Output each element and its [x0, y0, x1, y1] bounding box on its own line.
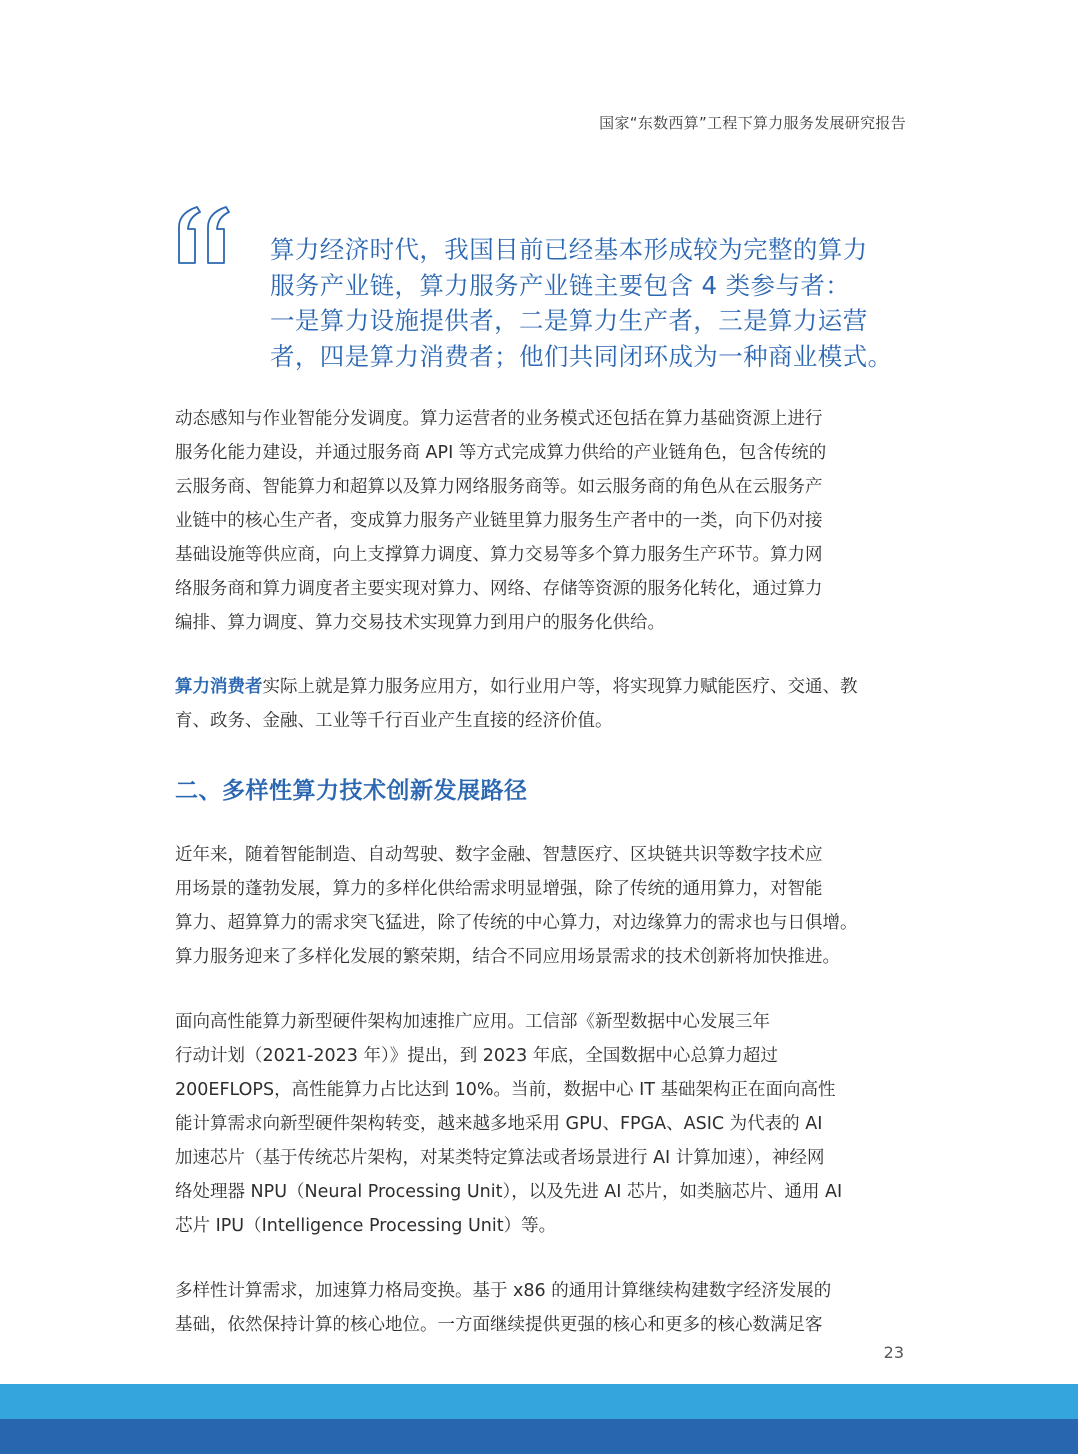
text-line: 络服务商和算力调度者主要实现对算力、网络、存储等资源的服务化转化，通过算力 [175, 579, 823, 599]
text-line: 加速芯片（基于传统芯片架构，对某类特定算法或者场景进行 AI 计算加速），神经网 [175, 1148, 825, 1168]
paragraph-hardware [175, 1005, 907, 1243]
text-line: 近年来，随着智能制造、自动驾驶、数字金融、智慧医疗、区块链共识等数字技术应 [175, 845, 823, 865]
text-line: 芯片 IPU（Intelligence Processing Unit）等。 [175, 1216, 557, 1236]
text-line: 基础设施等供应商，向上支撑算力调度、算力交易等多个算力服务生产环节。算力网 [175, 545, 823, 565]
text-line: 业链中的核心生产者，变成算力服务产业链里算力服务生产者中的一类，向下仍对接 [175, 511, 823, 531]
paragraph-diversity [175, 838, 907, 974]
text-line: 基础，依然保持计算的核心地位。一方面继续提供更强的核心和更多的核心数满足客 [175, 1315, 823, 1335]
text-line: 算力、超算算力的需求突飞猛进，除了传统的中心算力，对边缘算力的需求也与日俱增。 [175, 913, 858, 933]
footer-band-dark [0, 1419, 1078, 1454]
page-number: 23 [883, 1343, 904, 1362]
text-line: 动态感知与作业智能分发调度。算力运营者的业务模式还包括在算力基础资源上进行 [175, 409, 823, 429]
text-line: 行动计划（2021-2023 年）》提出，到 2023 年底，全国数据中心总算力超过 [175, 1046, 778, 1066]
text-line: 多样性计算需求，加速算力格局变换。基于 x86 的通用计算继续构建数字经济发展的 [175, 1281, 832, 1301]
text-line: 200EFLOPS，高性能算力占比达到 10%。当前，数据中心 IT 基础架构正在面向高性 [175, 1080, 836, 1100]
section-heading: 二、多样性算力技术创新发展路径 [175, 778, 528, 804]
report-header-title: 国家“东数西算”工程下算力服务发展研究报告 [599, 114, 906, 132]
paragraph-x86 [175, 1274, 907, 1342]
text-line: 络处理器 NPU（Neural Processing Unit），以及先进 AI 芯片，如类脑芯片、通用 AI [175, 1182, 843, 1202]
text-line [175, 670, 907, 704]
pull-quote-line: 服务产业链，算力服务产业链主要包含 4 类参与者： [270, 270, 851, 300]
quote-open-icon [175, 205, 235, 267]
paragraph-operators [175, 402, 907, 640]
text-span: 实际上就是算力服务应用方，如行业用户等，将实现算力赋能医疗、交通、教 [262, 677, 858, 697]
highlight-term: 算力消费者 [175, 677, 263, 697]
text-line: 用场景的蓬勃发展，算力的多样化供给需求明显增强，除了传统的通用算力，对智能 [175, 879, 823, 899]
paragraph-consumers [175, 670, 907, 738]
pull-quote [270, 232, 910, 374]
text-line: 编排、算力调度、算力交易技术实现算力到用户的服务化供给。 [175, 613, 665, 633]
pull-quote-line: 算力经济时代，我国目前已经基本形成较为完整的算力 [270, 235, 868, 264]
text-line: 面向高性能算力新型硬件架构加速推广应用。工信部《新型数据中心发展三年 [175, 1012, 770, 1032]
text-line: 算力服务迎来了多样化发展的繁荣期，结合不同应用场景需求的技术创新将加快推进。 [175, 947, 840, 967]
text-line: 服务化能力建设，并通过服务商 API 等方式完成算力供给的产业链角色，包含传统的 [175, 443, 827, 463]
text-line: 云服务商、智能算力和超算以及算力网络服务商等。如云服务商的角色从在云服务产 [175, 477, 823, 497]
pull-quote-line: 一是算力设施提供者，二是算力生产者，三是算力运营 [270, 306, 868, 335]
pull-quote-line: 者，四是算力消费者；他们共同闭环成为一种商业模式。 [270, 341, 893, 371]
text-line: 能计算需求向新型硬件架构转变，越来越多地采用 GPU、FPGA、ASIC 为代表的 AI [175, 1114, 823, 1134]
text-line: 育、政务、金融、工业等千行百业产生直接的经济价值。 [175, 711, 613, 731]
footer-band-light [0, 1384, 1078, 1419]
